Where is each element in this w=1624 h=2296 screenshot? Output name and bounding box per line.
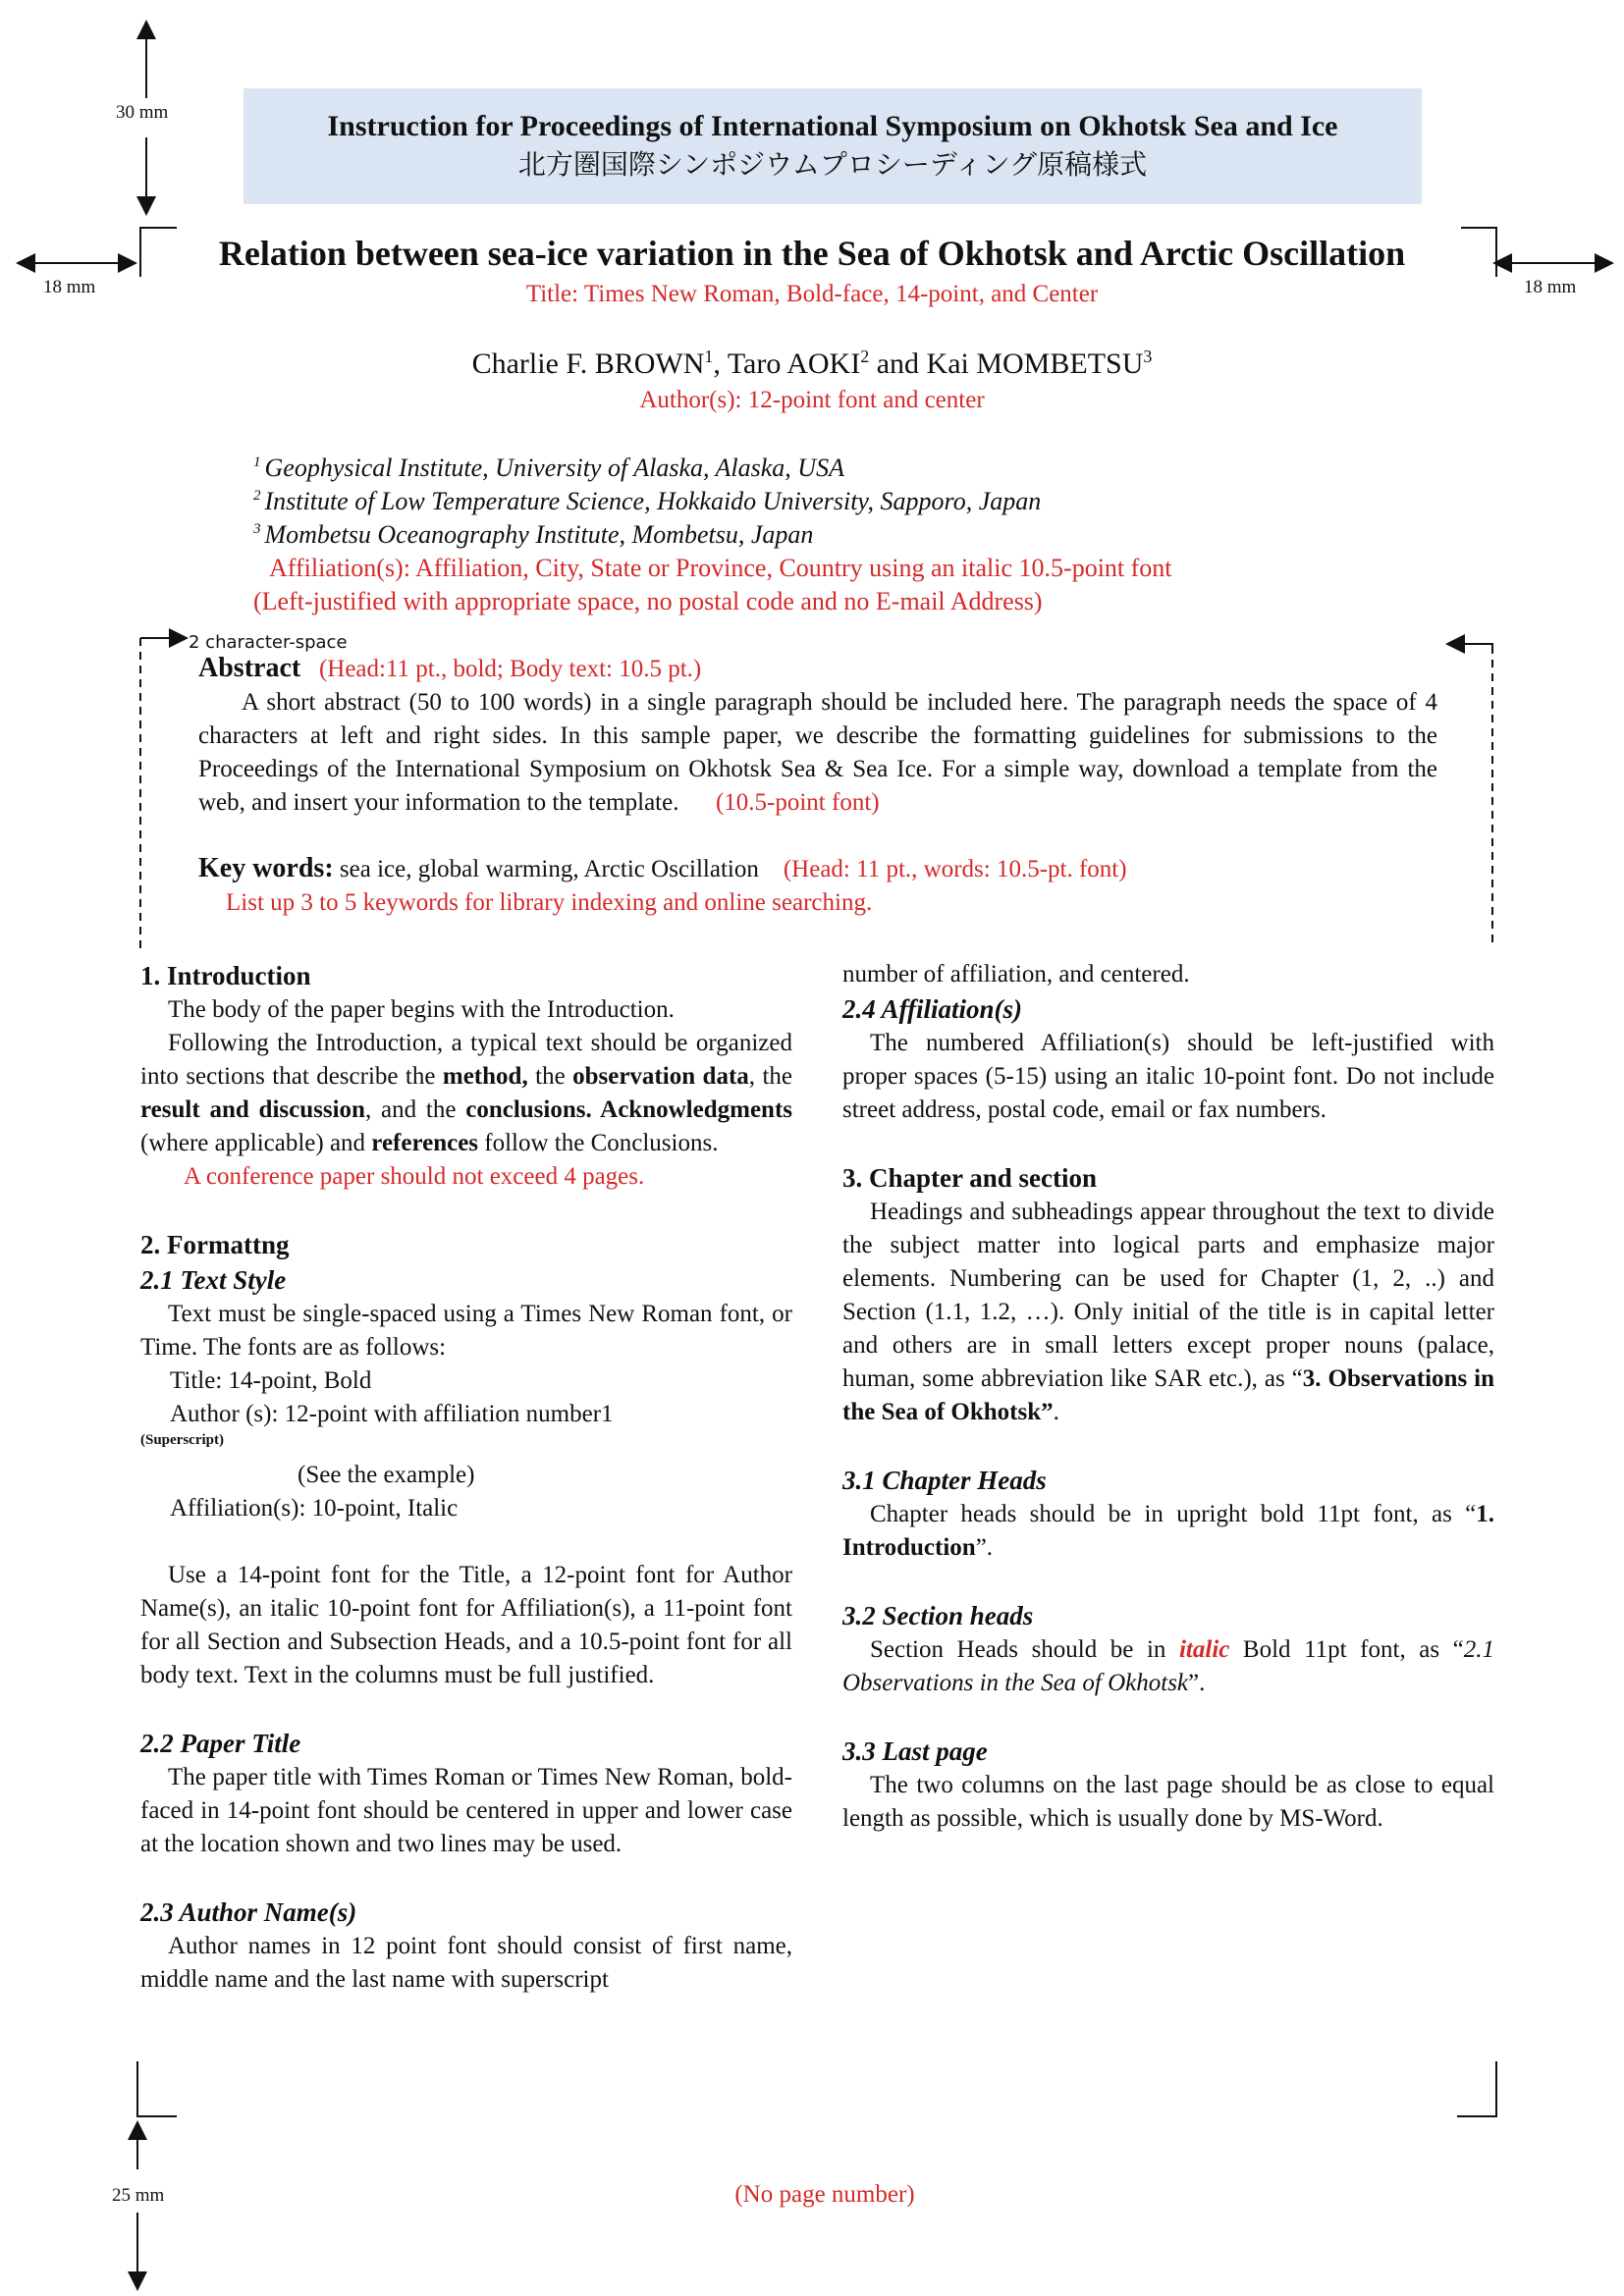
abstract-body-note: (10.5-point font): [715, 789, 880, 816]
font-spec-line: Affiliation(s): 10-point, Italic: [170, 1495, 459, 1522]
abstract-block: [198, 652, 1437, 820]
affiliation-number: 2: [253, 488, 261, 505]
keywords-instruction: List up 3 to 5 keywords for library indexing and online searching.: [226, 889, 873, 916]
banner-title-jp: 北方圏国際シンポジウムプロシーディング原稿様式: [517, 148, 1148, 181]
banner-title-en: Instruction for Proceedings of International Symposium on Okhotsk Sea and Ice: [327, 110, 1338, 142]
author-name: Kai MOMBETSU: [926, 347, 1144, 380]
paragraph: Headings and subheadings appear throughout the text to divide the subject matter into logical parts and emphasize major elements. Numbering can be used for Chapter (1, 2, ..) and Section (1.1, 1.2, …). Only initial of the title is in capital letter and others are in small letters except proper nouns (palace, human, some abbreviation like SAR etc.), as “3. Observations in the Sea of Okhotsk”.: [842, 1199, 1494, 1425]
abstract-text: A short abstract (50 to 100 words) in a single paragraph should be included here. The paragraph needs the space of 4 characters at left and right sides. In this sample paper, we describe the formatting guidelines for submissions to the Proceedings of the International Symposium on Okhotsk Sea & Sea Ice. For a simple way, download a template from the web, and insert your information to the template.: [198, 689, 1437, 816]
subsection-heading: 2.1 Text Style: [140, 1265, 287, 1295]
section-heading: 3. Chapter and section: [842, 1163, 1098, 1193]
title-format-note: Title: Times New Roman, Bold-face, 14-point, and Center: [525, 281, 1099, 307]
see-example-note: (See the example): [298, 1462, 475, 1488]
paragraph: Following the Introduction, a typical text should be organized into sections that describe the method, the observation data, the result and discussion, and the conclusions. Acknowledgments (where applicable) and references follow the Conclusions.: [140, 1030, 792, 1156]
paper-title: Relation between sea-ice variation in the Sea of Okhotsk and Arctic Oscillation: [218, 234, 1406, 273]
subsection-heading: 3.2 Section heads: [842, 1601, 1034, 1630]
abstract-format-note: (Head:11 pt., bold; Body text: 10.5 pt.): [318, 656, 702, 682]
right-margin-label: 18 mm: [1524, 277, 1577, 297]
affiliation-line: [253, 452, 1172, 485]
corner-mark-bottom-right: [1457, 2061, 1496, 2116]
affiliation-text: Geophysical Institute, University of Alaska, Alaska, USA: [264, 454, 844, 482]
page-limit-note: A conference paper should not exceed 4 pages.: [184, 1163, 645, 1190]
affiliation-line: [253, 485, 1172, 518]
author-name: Charlie F. BROWN: [471, 347, 705, 380]
affiliation-block: [253, 452, 1172, 618]
paragraph: The paper title with Times Roman or Times New Roman, bold-faced in 14-point font should be centered in upper and lower case at the location shown and two lines may be used.: [140, 1764, 792, 1857]
author-separator: ,: [713, 347, 728, 380]
subsection-heading: 3.1 Chapter Heads: [842, 1466, 1047, 1495]
superscript-label: (Superscript): [140, 1432, 224, 1448]
top-margin-label: 30 mm: [116, 102, 169, 123]
paragraph-continuation: number of affiliation, and centered.: [842, 961, 1190, 988]
section-heading: 2. Formattng: [140, 1230, 290, 1259]
author-name: Taro AOKI: [727, 347, 861, 380]
paragraph: Author names in 12 point font should consist of first name, middle name and the last name with superscript: [140, 1933, 792, 1993]
left-margin-label: 18 mm: [43, 277, 96, 297]
paragraph: Text must be single-spaced using a Times New Roman font, or Time. The fonts are as follows:: [140, 1301, 792, 1361]
no-page-number-note: (No page number): [734, 2181, 915, 2208]
paragraph: The two columns on the last page should be as close to equal length as possible, which is usually done by MS-Word.: [842, 1772, 1494, 1832]
affiliation-format-note-2: (Left-justified with appropriate space, no postal code and no E-mail Address): [253, 587, 1043, 615]
affiliation-number: 3: [253, 521, 261, 538]
keywords-heading: Key words:: [198, 853, 334, 883]
abstract-body: [198, 686, 1437, 820]
paragraph: The body of the paper begins with the Introduction.: [168, 996, 675, 1023]
affiliation-line: [253, 518, 1172, 552]
subsection-heading: 2.2 Paper Title: [140, 1729, 301, 1758]
keywords-list: sea ice, global warming, Arctic Oscillation: [339, 856, 759, 882]
affiliation-text: Mombetsu Oceanography Institute, Mombetsu, Japan: [264, 520, 814, 549]
author-superscript: 2: [860, 347, 870, 366]
keywords-block: [198, 852, 1437, 920]
abstract-heading: Abstract: [198, 653, 301, 683]
font-spec-line: Title: 14-point, Bold: [170, 1367, 372, 1394]
affiliation-number: 1: [253, 454, 261, 471]
affiliation-format-note: Affiliation(s): Affiliation, City, State or Province, Country using an italic 10.5-point font: [269, 554, 1172, 582]
section-heading: 1. Introduction: [140, 961, 311, 990]
author-format-note: Author(s): 12-point font and center: [639, 387, 985, 413]
char-space-label: 2 character-space: [189, 632, 348, 653]
author-separator: and: [869, 347, 927, 380]
bottom-margin-label: 25 mm: [112, 2185, 165, 2206]
font-spec-line: Author (s): 12-point with affiliation number1: [170, 1401, 614, 1427]
affiliation-text: Institute of Low Temperature Science, Hokkaido University, Sapporo, Japan: [264, 487, 1042, 515]
paragraph: Section Heads should be in italic Bold 11pt font, as “2.1 Observations in the Sea of Okhotsk”.: [842, 1636, 1494, 1696]
corner-mark-bottom-left: [137, 2061, 177, 2116]
instruction-banner: [244, 88, 1422, 204]
author-superscript: 3: [1143, 347, 1153, 366]
paragraph: The numbered Affiliation(s) should be left-justified with proper spaces (5-15) using an italic 10-point font. Do not include street address, postal code, email or fax numbers.: [842, 1030, 1494, 1123]
subsection-heading: 2.4 Affiliation(s): [842, 994, 1023, 1024]
left-column: [140, 958, 792, 1997]
paragraph: Chapter heads should be in upright bold 11pt font, as “1. Introduction”.: [842, 1501, 1494, 1561]
author-superscript: 1: [704, 347, 714, 366]
author-list: [137, 346, 1487, 383]
subsection-heading: 3.3 Last page: [842, 1736, 988, 1766]
right-column: [842, 958, 1494, 1836]
keywords-format-note: (Head: 11 pt., words: 10.5-pt. font): [783, 856, 1127, 882]
paragraph: Use a 14-point font for the Title, a 12-point font for Author Name(s), an italic 10-point font for Affiliation(s), a 11-point font for all Section and Subsection Heads, and a 10.5-point font for all body text. Text in the columns must be full justified.: [140, 1562, 792, 1688]
subsection-heading: 2.3 Author Name(s): [140, 1897, 357, 1927]
